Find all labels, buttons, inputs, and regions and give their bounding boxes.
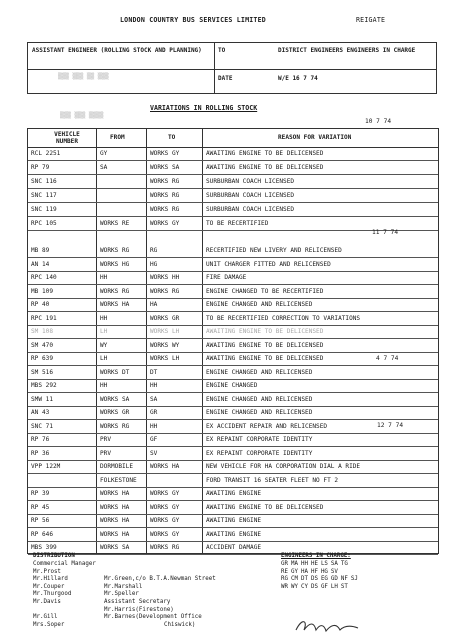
from-cell: WORKS HA (100, 530, 130, 538)
reason-cell: SURBURBAN COACH LICENSED (206, 178, 295, 185)
from-cell: WORKS HG (100, 260, 130, 268)
to-cell: WORKS SA (150, 164, 180, 171)
reason-cell: EX REPAINT CORPORATE IDENTITY (206, 436, 313, 443)
dist-line: Mr.Speller (104, 591, 139, 598)
from-cell: PRV (100, 436, 112, 443)
vehicle-cell: AN 14 (31, 260, 50, 268)
reason-cell: AWAITING ENGINE TO BE DELICENSED (206, 328, 324, 335)
vehicle-cell: SM 108 (31, 328, 54, 335)
from-cell: PRV (100, 449, 112, 457)
dist-line: Mr.Marshall (104, 583, 143, 590)
reason-cell: SURBURBAN COACH LICENSED (206, 192, 295, 199)
engineer-code: HH (300, 561, 308, 567)
from-cell: WORKS RG (100, 287, 130, 295)
dist-line: Mr.Barnes(Development Office (104, 614, 202, 621)
vehicle-cell: MBS 292 (31, 382, 57, 389)
engineer-code: GY (290, 568, 298, 575)
dist-line: Mr.Green,c/o B.T.A.Newman Street (104, 576, 216, 583)
to-cell: WORKS GY (150, 490, 180, 497)
from-cell: HH (100, 314, 108, 322)
memo-to-value: DISTRICT ENGINEERS ENGINEERS IN CHARGE (278, 47, 416, 54)
from-cell: HH (100, 382, 108, 389)
to-cell: WORKS RG (150, 178, 180, 185)
from-cell: WORKS GR (100, 409, 130, 416)
from-cell: WORKS HA (100, 517, 130, 524)
col-reason: REASON FOR VARIATION (278, 134, 352, 141)
engineers-label: ENGINEERS IN CHARGE: (281, 553, 351, 559)
to-cell: WORKS GY (150, 220, 180, 227)
dist-line: Mr.Hillard (33, 576, 68, 583)
vehicle-cell: RP 76 (31, 436, 50, 443)
engineer-code: LH (330, 583, 338, 590)
vehicle-cell: SNC 117 (31, 192, 57, 199)
dist-line: Mr.Thurgood (33, 591, 72, 598)
reason-cell: AWAITING ENGINE TO BE DELICENSED (206, 164, 324, 171)
col-vehicle: VEHICLE NUMBER (54, 131, 80, 145)
location-label: REIGATE (356, 16, 386, 24)
from-cell: LH (100, 328, 108, 335)
to-cell: WORKS LH (150, 328, 180, 335)
engineer-code: WR (281, 583, 288, 590)
vehicle-cell: SM 516 (31, 368, 54, 376)
reason-cell: ACCIDENT DAMAGE (206, 544, 262, 551)
engineer-code: RG (281, 576, 288, 583)
from-cell: WORKS RE (100, 220, 130, 227)
from-cell: WORKS RG (100, 422, 130, 430)
vehicle-cell: VPP 122M (31, 463, 61, 470)
reason-cell: ENGINE CHANGED (206, 382, 258, 389)
reason-cell: SURBURBAN COACH LICENSED (206, 206, 295, 213)
memo-date-value: W/E 16 7 74 (278, 75, 318, 82)
reason-cell: AWAITING ENGINE TO BE DELICENSED (206, 150, 324, 157)
vehicle-cell: RP 639 (31, 355, 54, 362)
from-cell: WORKS DT (100, 368, 130, 376)
to-cell: HA (150, 301, 158, 308)
to-cell: WORKS GY (150, 150, 180, 157)
dist-line: Mr.Gill (33, 614, 58, 621)
engineer-code: GD (330, 576, 338, 583)
vehicle-cell: RP 646 (31, 530, 54, 538)
distribution-label: DISTRIBUTION (33, 553, 75, 559)
from-cell: WORKS RG (100, 247, 130, 254)
vehicle-cell: MB 89 (31, 247, 50, 254)
engineer-code: DT (300, 576, 308, 583)
to-cell: WORKS RG (150, 287, 180, 295)
from-cell: WORKS HA (100, 503, 130, 511)
to-cell: HG (150, 260, 158, 268)
from-cell: FOLKESTONE (100, 476, 137, 484)
col-to: TO (168, 134, 176, 141)
to-cell: WORKS HH (150, 274, 180, 281)
to-cell: WORKS GY (150, 530, 180, 538)
dist-line: Mr.Couper (33, 583, 65, 590)
engineer-code: NF (340, 576, 348, 583)
reason-cell: ENGINE CHANGED AND RELICENSED (206, 301, 313, 308)
reason-cell: FIRE DAMAGE (206, 274, 247, 281)
from-cell: GY (100, 150, 108, 157)
engineer-code: GR (281, 561, 288, 567)
dist-line: Commercial Manager (33, 561, 96, 567)
to-cell: DT (150, 368, 158, 376)
vehicle-cell: RP 45 (31, 503, 50, 511)
vehicle-cell: RP 56 (31, 517, 50, 524)
vehicle-cell: RPC 140 (31, 274, 57, 281)
engineer-code: CM (290, 576, 298, 583)
reason-cell: EX REPAINT CORPORATE IDENTITY (206, 449, 313, 457)
engineer-code: DS (310, 576, 318, 583)
page-title: VARIATIONS IN ROLLING STOCK (150, 104, 258, 112)
reason-cell: UNIT CHARGER FITTED AND RELICENSED (206, 260, 331, 268)
distribution-list (33, 561, 96, 629)
to-cell: WORKS RG (150, 206, 180, 213)
vehicle-cell: RCL 2251 (31, 150, 61, 157)
to-cell: WORKS LH (150, 355, 180, 362)
vehicle-cell: SNC 71 (31, 422, 54, 430)
engineer-code: LS (320, 561, 328, 567)
engineer-code: CY (300, 583, 308, 590)
to-cell: WORKS GY (150, 503, 180, 511)
memo-header-box (27, 42, 437, 94)
vehicle-cell: SNC 119 (31, 206, 57, 213)
engineer-code: WY (290, 583, 298, 590)
faded-stamp: ▒▒▒ ▒▒▒ ▒▒ ▒▒▒ (58, 73, 109, 80)
reason-cell: ENGINE CHANGED AND RELICENSED (206, 409, 313, 416)
company-name: LONDON COUNTRY BUS SERVICES LIMITED (120, 16, 266, 24)
vehicle-cell: RP 36 (31, 449, 50, 457)
reason-cell: AWAITING ENGINE (206, 517, 262, 524)
from-cell: WORKS SA (100, 395, 130, 403)
from-cell: WORKS HA (100, 490, 130, 497)
engineer-code: TG (340, 561, 348, 567)
engineer-code: HG (320, 568, 328, 575)
engineers-table (281, 561, 361, 591)
dist-line: Assistant Secretary (104, 598, 171, 605)
engineer-code: ST (340, 583, 348, 590)
dist-line: Mrs.Soper (33, 621, 65, 628)
from-cell: WORKS HA (100, 301, 130, 308)
reason-cell: AWAITING ENGINE (206, 530, 262, 538)
to-cell: HH (150, 422, 158, 430)
vehicle-cell: MBS 399 (31, 544, 57, 551)
to-cell: WORKS RG (150, 544, 180, 551)
reason-cell: NEW VEHICLE FOR HA CORPORATION DIAL A RIDE (206, 463, 361, 470)
engineer-code (341, 569, 351, 577)
from-cell: WY (100, 341, 108, 349)
engineer-code: RE (281, 568, 288, 575)
dist-line: Mr.Davis (33, 598, 61, 605)
distribution-list-2 (104, 561, 216, 629)
engineer-code: SJ (350, 576, 358, 583)
dist-line: Chiswick) (164, 621, 196, 628)
col-from: FROM (110, 134, 125, 141)
engineer-code: GF (320, 583, 328, 590)
reason-cell: TO BE RECERTIFIED CORRECTION TO VARIATIONS (206, 314, 361, 322)
date-note-1: 10 7 74 (365, 118, 392, 125)
to-cell: WORKS GY (150, 517, 180, 524)
vehicle-cell: SM 470 (31, 341, 54, 349)
date-note-3: 4 7 74 (376, 355, 399, 362)
vehicle-cell: AN 43 (31, 409, 50, 416)
from-cell: HH (100, 274, 108, 281)
engineer-code: MA (290, 561, 298, 567)
engineer-code: EG (320, 576, 328, 583)
engineer-code: SA (330, 561, 338, 567)
reason-cell: AWAITING ENGINE TO BE DELICENSED (206, 341, 324, 349)
reason-cell: ENGINE CHANGED TO BE RECERTIFIED (206, 287, 324, 295)
memo-to-label: TO (218, 47, 226, 54)
vehicle-cell: SMW 11 (31, 395, 54, 403)
to-cell: SV (150, 449, 158, 457)
from-cell: SA (100, 164, 108, 171)
engineer-code: HA (300, 568, 308, 575)
to-cell: WORKS WY (150, 341, 180, 349)
memo-date-label: DATE (218, 75, 233, 82)
to-cell: GR (150, 409, 158, 416)
vehicle-cell: MB 109 (31, 287, 54, 295)
to-cell: GF (150, 436, 158, 443)
to-cell: WORKS GR (150, 314, 180, 322)
vehicle-cell: RP 79 (31, 164, 50, 171)
dist-line: Mr.Harris(Firestone) (104, 606, 174, 613)
to-cell: RG (150, 247, 158, 254)
to-cell: HH (150, 382, 158, 389)
variations-table (27, 128, 439, 554)
vehicle-cell: RPC 105 (31, 220, 57, 227)
reason-cell: AWAITING ENGINE TO BE DELICENSED (206, 355, 324, 362)
dist-line: Mr.Prost (33, 568, 61, 575)
vehicle-cell: RP 40 (31, 301, 50, 308)
date-note-2: 11 7 74 (372, 229, 399, 236)
engineer-code: DS (310, 583, 318, 590)
date-note-4: 12 7 74 (377, 422, 404, 429)
reason-cell: AWAITING ENGINE (206, 490, 262, 497)
vehicle-cell: SNC 116 (31, 178, 57, 185)
signature-icon (292, 616, 362, 638)
from-cell: LH (100, 355, 108, 362)
to-cell: WORKS RG (150, 192, 180, 199)
vehicle-cell: RP 39 (31, 490, 50, 497)
from-cell: WORKS SA (100, 544, 130, 551)
reason-cell: FORD TRANSIT 16 SEATER FLEET NO FT 2 (206, 476, 339, 484)
to-cell: SA (150, 395, 158, 403)
reason-cell: ENGINE CHANGED AND RELICENSED (206, 368, 313, 376)
from-cell: DORMOBILE (100, 463, 134, 470)
reason-cell: ENGINE CHANGED AND RELICENSED (206, 395, 313, 403)
reason-cell: TO BE RECERTIFIED (206, 220, 269, 227)
reason-cell: AWAITING ENGINE TO BE DELICENSED (206, 503, 324, 511)
engineer-code: HE (310, 561, 318, 567)
reason-cell: RECERTIFIED NEW LIVERY AND RELICENSED (206, 247, 342, 254)
vehicle-cell: RPC 191 (31, 314, 57, 322)
memo-from: ASSISTANT ENGINEER (ROLLING STOCK AND PLANNING) (32, 47, 202, 54)
faded-stamp-2: ▒▒▒ ▒▒▒ ▒▒▒▒ (60, 112, 104, 119)
engineer-code: SV (330, 568, 338, 575)
reason-cell: EX ACCIDENT REPAIR AND RELICENSED (206, 422, 328, 430)
to-cell: WORKS HA (150, 463, 180, 470)
engineer-code: HF (310, 568, 318, 575)
